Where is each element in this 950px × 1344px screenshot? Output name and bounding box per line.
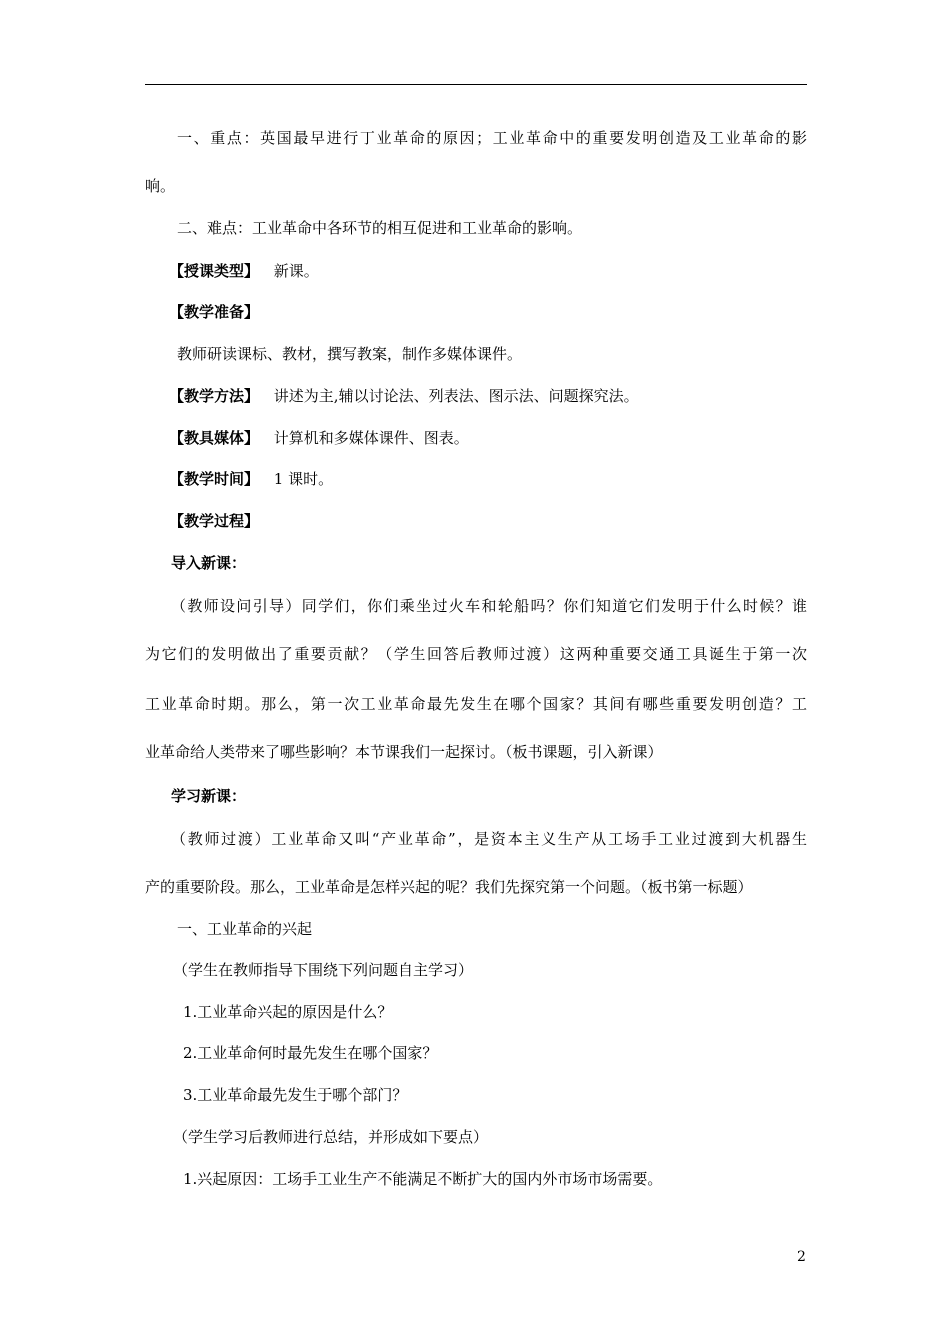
intro-line-3: 工业革命时期。那么，第一次工业革命最先发生在哪个国家？其间有哪些重要发明创造？工 [145, 695, 807, 713]
summary-note: （学生学习后教师进行总结，并形成如下要点） [173, 1128, 489, 1146]
focus-line-2: 响。 [145, 177, 176, 195]
time-row [145, 469, 831, 489]
question-1: 1.工业革命兴起的原因是什么？ [183, 1003, 393, 1021]
process-label: 【教学过程】 [169, 512, 260, 530]
lesson-type-row [145, 261, 831, 281]
method-label: 【教学方法】 [169, 387, 260, 405]
new-lesson-line-2: 产的重要阶段。那么，工业革命是怎样兴起的呢？我们先探究第一个问题。（板书第一标题） [145, 878, 753, 896]
intro-line-1: （教师设问引导）同学们，你们乘坐过火车和轮船吗？你们知道它们发明于什么时候？谁 [171, 597, 807, 615]
new-lesson-line-1: （教师过渡）工业革命又叫“产业革命”，是资本主义生产从工场手工业过渡到大机器生 [171, 830, 807, 848]
header-rule [145, 84, 807, 85]
media-value: 计算机和多媒体课件、图表。 [273, 429, 469, 447]
difficulty-line: 二、难点：工业革命中各环节的相互促进和工业革命的影响。 [177, 219, 583, 237]
time-value: 1 课时。 [273, 470, 334, 488]
method-value: 讲述为主,辅以讨论法、列表法、图示法、问题探究法。 [273, 387, 639, 405]
section-title: 一、工业革命的兴起 [177, 920, 313, 938]
page-number: 2 [797, 1249, 806, 1265]
time-label: 【教学时间】 [169, 470, 260, 488]
intro-line-4: 业革命给人类带来了哪些影响？本节课我们一起探讨。（板书课题，引入新课） [145, 743, 663, 761]
method-row [145, 386, 831, 406]
self-study-note: （学生在教师指导下围绕下列问题自主学习） [173, 961, 474, 979]
lesson-type-label: 【授课类型】 [169, 262, 260, 280]
lesson-type-value: 新课。 [273, 262, 319, 280]
intro-line-2: 为它们的发明做出了重要贡献？（学生回答后教师过渡）这两种重要交通工具诞生于第一次 [145, 645, 807, 663]
prep-label: 【教学准备】 [169, 303, 260, 321]
focus-line-1: 一、重点：英国最早进行丁业革命的原因；工业革命中的重要发明创造及工业革命的影 [177, 129, 807, 147]
media-row [145, 428, 831, 448]
question-3: 3.工业革命最先发生于哪个部门？ [183, 1086, 408, 1104]
intro-heading: 导入新课： [171, 554, 247, 572]
new-lesson-heading: 学习新课： [171, 787, 247, 805]
prep-text: 教师研读课标、教材，撰写教案，制作多媒体课件。 [177, 345, 523, 363]
question-2: 2.工业革命何时最先发生在哪个国家？ [183, 1044, 438, 1062]
media-label: 【教具媒体】 [169, 429, 260, 447]
point-1: 1.兴起原因：工场手工业生产不能满足不断扩大的国内外市场市场需要。 [183, 1170, 663, 1188]
